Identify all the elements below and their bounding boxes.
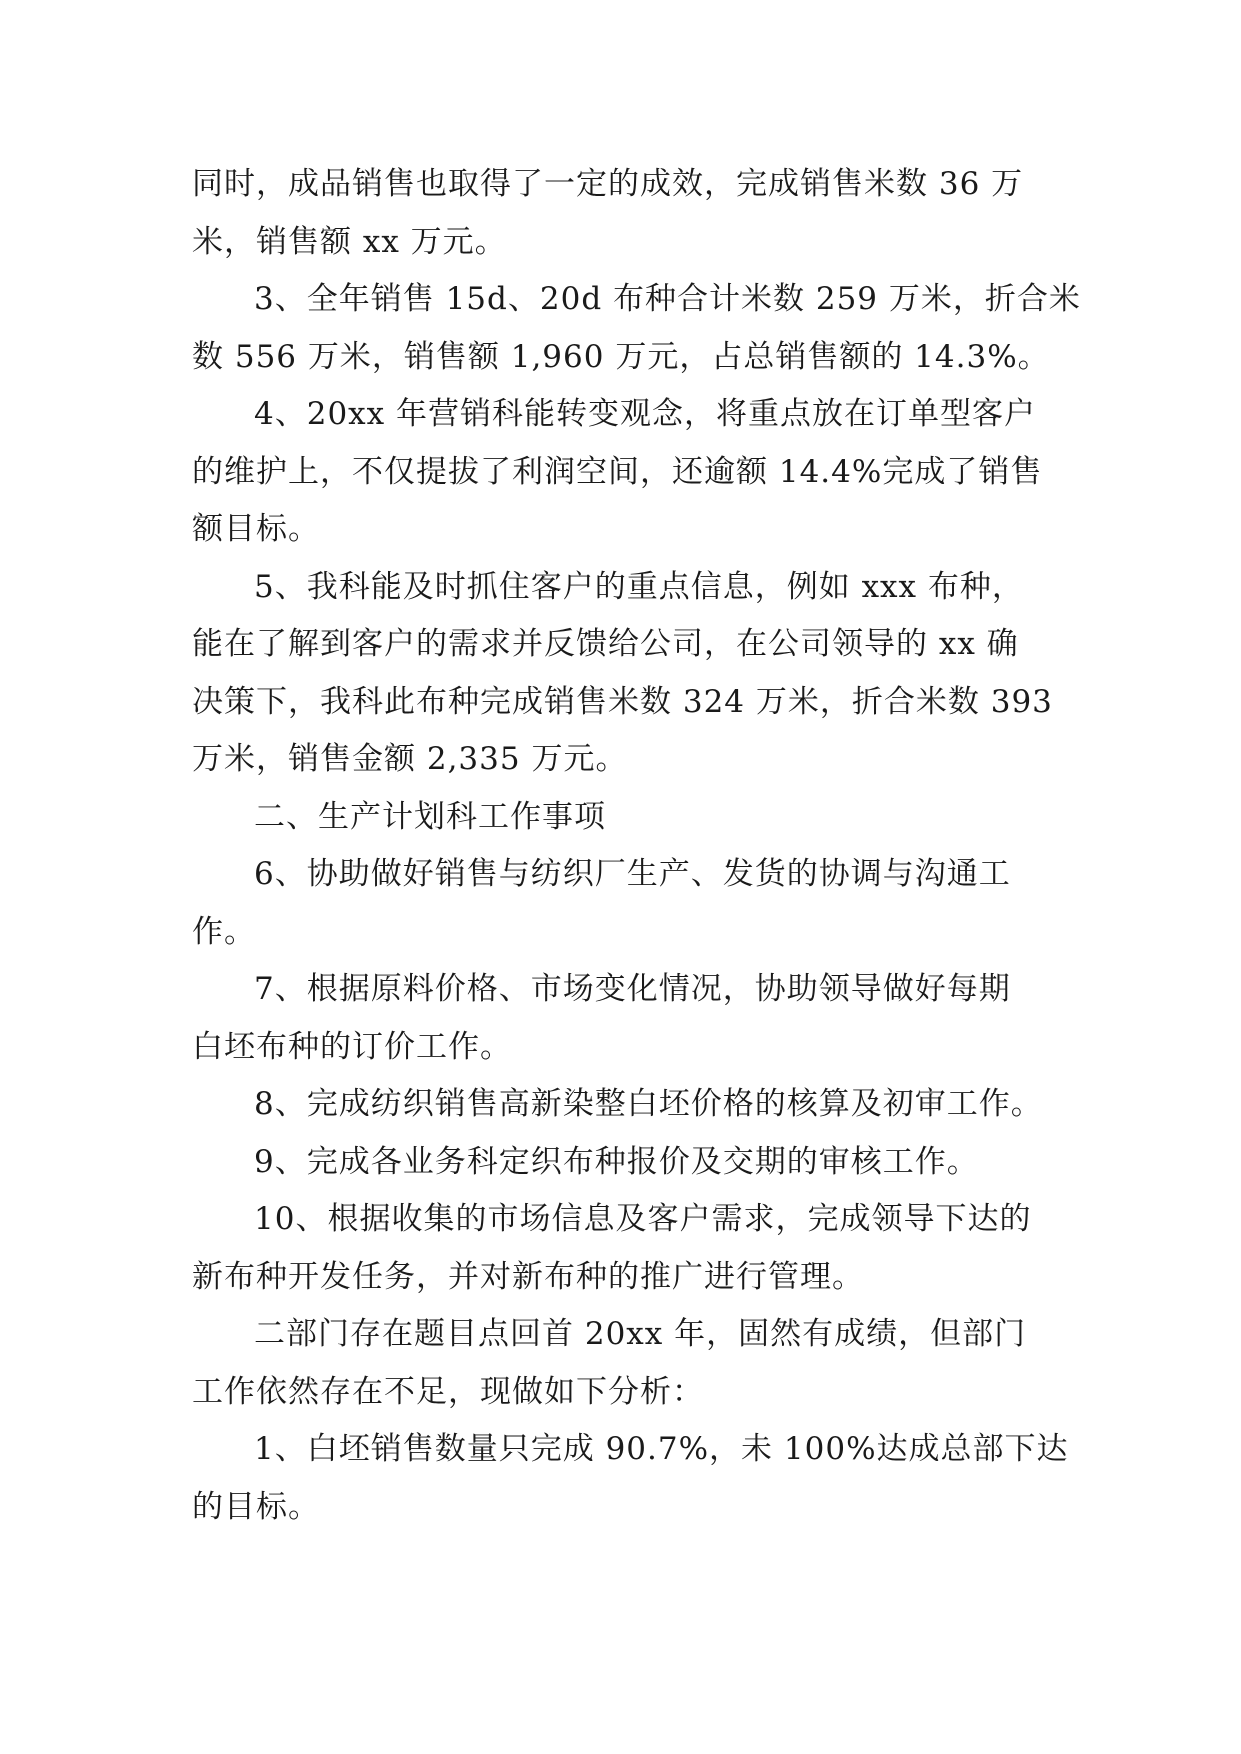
text-line: 7、根据原料价格、市场变化情况，协助领导做好每期 (254, 971, 1011, 1007)
heading-line: 二、生产计划科工作事项 (254, 798, 606, 835)
paragraph-item-8 (192, 1076, 1052, 1134)
text-line: 米，销售额 xx 万元。 (192, 223, 507, 260)
paragraph-item-4 (192, 386, 1052, 559)
paragraph-finished-goods-results (192, 156, 1052, 271)
section-heading-production-planning (192, 789, 1052, 847)
text-line: 工作依然存在不足，现做如下分析： (192, 1373, 704, 1410)
text-line: 作。 (192, 913, 256, 950)
paragraph-item-10 (192, 1191, 1052, 1306)
text-line: 的目标。 (192, 1488, 320, 1525)
paragraph-item-3 (192, 271, 1081, 386)
text-line: 10、根据收集的市场信息及客户需求，完成领导下达的 (254, 1201, 1032, 1237)
text-line: 同时，成品销售也取得了一定的成效，完成销售米数 36 万 (192, 166, 1024, 202)
text-line: 6、协助做好销售与纺织厂生产、发货的协调与沟通工 (254, 856, 1011, 892)
text-line: 决策下，我科此布种完成销售米数 324 万米，折合米数 393 (192, 683, 1053, 720)
paragraph-problem-1 (192, 1421, 1069, 1536)
paragraph-item-7 (192, 961, 1052, 1076)
text-line: 二部门存在题目点回首 20xx 年，固然有成绩，但部门 (254, 1316, 1027, 1352)
text-line: 8、完成纺织销售高新染整白坯价格的核算及初审工作。 (254, 1086, 1043, 1122)
text-line: 白坯布种的订价工作。 (192, 1028, 512, 1065)
paragraph-item-6 (192, 846, 1052, 961)
text-line: 万米，销售金额 2,335 万元。 (192, 741, 628, 777)
text-line: 额目标。 (192, 511, 320, 547)
text-line: 9、完成各业务科定织布种报价及交期的审核工作。 (254, 1143, 979, 1180)
text-line: 5、我科能及时抓住客户的重点信息，例如 xxx 布种， (254, 568, 1024, 605)
text-line: 3、全年销售 15d、20d 布种合计米数 259 万米，折合米 (254, 281, 1081, 317)
document-body (192, 156, 1081, 1536)
text-line: 新布种开发任务，并对新布种的推广进行管理。 (192, 1258, 864, 1295)
paragraph-item-9 (192, 1134, 1052, 1192)
paragraph-problems-intro (192, 1306, 1052, 1421)
text-line: 4、20xx 年营销科能转变观念，将重点放在订单型客户 (254, 396, 1036, 432)
paragraph-item-5 (192, 559, 1052, 789)
text-line: 1、白坯销售数量只完成 90.7%，未 100%达成总部下达 (254, 1431, 1069, 1467)
text-line: 能在了解到客户的需求并反馈给公司，在公司领导的 xx 确 (192, 626, 1019, 662)
text-line: 数 556 万米，销售额 1,960 万元，占总销售额的 14.3%。 (192, 338, 1050, 375)
text-line: 的维护上，不仅提拔了利润空间，还逾额 14.4%完成了销售 (192, 453, 1043, 490)
